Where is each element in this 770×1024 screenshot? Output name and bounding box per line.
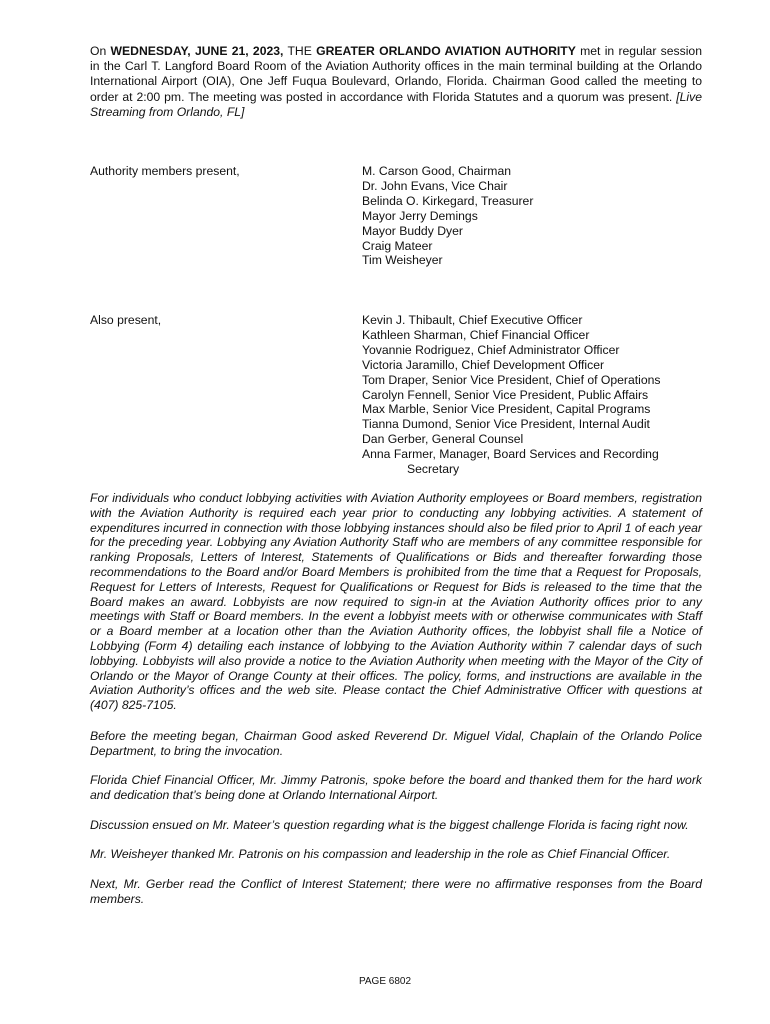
member-name: Mayor Jerry Demings bbox=[362, 208, 478, 223]
members-present-list bbox=[362, 164, 533, 268]
member-name: Mayor Buddy Dyer bbox=[362, 223, 463, 238]
lobbying-notice: For individuals who conduct lobbying activities with Aviation Authority employees or Board members, registration with the Aviation Authority is required each year prior to conducting any lobbying activities. A statement of expenditures incurred in connection with those lobbying instances should also be filed prior to April 1 of each year for the preceding year. Lobbying any Aviation Authority Staff who are members of any committee responsible for ranking Proposals, Letters of Interest, Statements of Qualifications or Bids and thereafter forwarding those recommendations to the Board and/or Board Members is prohibited from the time that a Request for Proposals, Request for Letters of Interests, Request for Qualifications or Request for Bids is released to the time that the Board makes an award. Lobbyists are now required to sign-in at the Aviation Authority offices prior to any meetings with Staff or Board members. In the event a lobbyist meets with or otherwise communicates with Staff or a Board member at a location other than the Aviation Authority offices, the lobbyist shall file a Notice of Lobbying (Form 4) detailing each instance of lobbying to the Aviation Authority within 7 calendar days of such lobbying. Lobbyists will also provide a notice to the Aviation Authority when meeting with the Mayor of the City of Orlando or the Mayor of Orange County at their offices. The policy, forms, and instructions are available in the Aviation Authority’s offices and the web site. Please contact the Chief Administrative Officer with questions at (407) 825-7105. bbox=[90, 491, 702, 713]
discussion-paragraph: Discussion ensued on Mr. Mateer’s question regarding what is the biggest challenge Florida is facing right now. bbox=[90, 818, 689, 832]
invocation-paragraph: Before the meeting began, Chairman Good asked Reverend Dr. Miguel Vidal, Chaplain of the Orlando Police Department, to bring the invocation. bbox=[90, 729, 702, 758]
staff-name: Tom Draper, Senior Vice President, Chief of Operations bbox=[362, 372, 661, 387]
page-number: PAGE 6802 bbox=[358, 976, 412, 987]
meeting-date: WEDNESDAY, JUNE 21, 2023, bbox=[110, 44, 284, 58]
member-name: Tim Weisheyer bbox=[362, 253, 443, 268]
member-name: Belinda O. Kirkegard, Treasurer bbox=[362, 193, 534, 208]
staff-name: Tianna Dumond, Senior Vice President, Internal Audit bbox=[362, 417, 650, 432]
patronis-paragraph: Florida Chief Financial Officer, Mr. Jimmy Patronis, spoke before the board and thanked them for the hard work and dedication that’s being done at Orlando International Airport. bbox=[90, 773, 702, 802]
staff-name: Victoria Jaramillo, Chief Development Officer bbox=[362, 357, 605, 372]
conflict-of-interest-paragraph: Next, Mr. Gerber read the Conflict of Interest Statement; there were no affirmative responses from the Board members. bbox=[90, 877, 702, 906]
staff-name: Carolyn Fennell, Senior Vice President, Public Affairs bbox=[362, 387, 649, 402]
weisheyer-paragraph: Mr. Weisheyer thanked Mr. Patronis on his compassion and leadership in the role as Chief Financial Officer. bbox=[90, 847, 671, 861]
staff-name bbox=[362, 447, 661, 477]
also-present-list bbox=[362, 313, 661, 477]
organization-name: GREATER ORLANDO AVIATION AUTHORITY bbox=[316, 44, 576, 58]
staff-name: Yovannie Rodriguez, Chief Administrator Officer bbox=[362, 342, 620, 357]
intro-prefix: On bbox=[90, 44, 111, 58]
staff-name: Dan Gerber, General Counsel bbox=[362, 432, 524, 447]
member-name: Dr. John Evans, Vice Chair bbox=[362, 178, 508, 193]
intro-paragraph bbox=[90, 44, 702, 120]
intro-the: THE bbox=[283, 44, 317, 58]
staff-name-text: Anna Farmer, Manager, Board Services and Recording bbox=[362, 447, 659, 462]
staff-name-continuation: Secretary bbox=[407, 462, 460, 477]
staff-name: Max Marble, Senior Vice President, Capital Programs bbox=[362, 402, 651, 417]
members-present-label: Authority members present, bbox=[90, 164, 240, 178]
live-stream-note: [Live Streaming from Orlando, FL] bbox=[90, 89, 702, 119]
staff-name: Kevin J. Thibault, Chief Executive Officer bbox=[362, 313, 583, 327]
also-present-label: Also present, bbox=[90, 313, 162, 327]
intro-body: met in regular session in the Carl T. Langford Board Room of the Aviation Authority offices in the main terminal building at the Orlando International Airport (OIA), One Jeff Fuqua Boulevard, Orlando, Florida. Chairman Good called the meeting to order at 2:00 pm. The meeting was posted in accordance with Florida Statutes and a quorum was present. bbox=[90, 44, 702, 104]
staff-name: Kathleen Sharman, Chief Financial Officer bbox=[362, 327, 590, 342]
member-name: Craig Mateer bbox=[362, 238, 433, 253]
member-name: M. Carson Good, Chairman bbox=[362, 164, 512, 178]
